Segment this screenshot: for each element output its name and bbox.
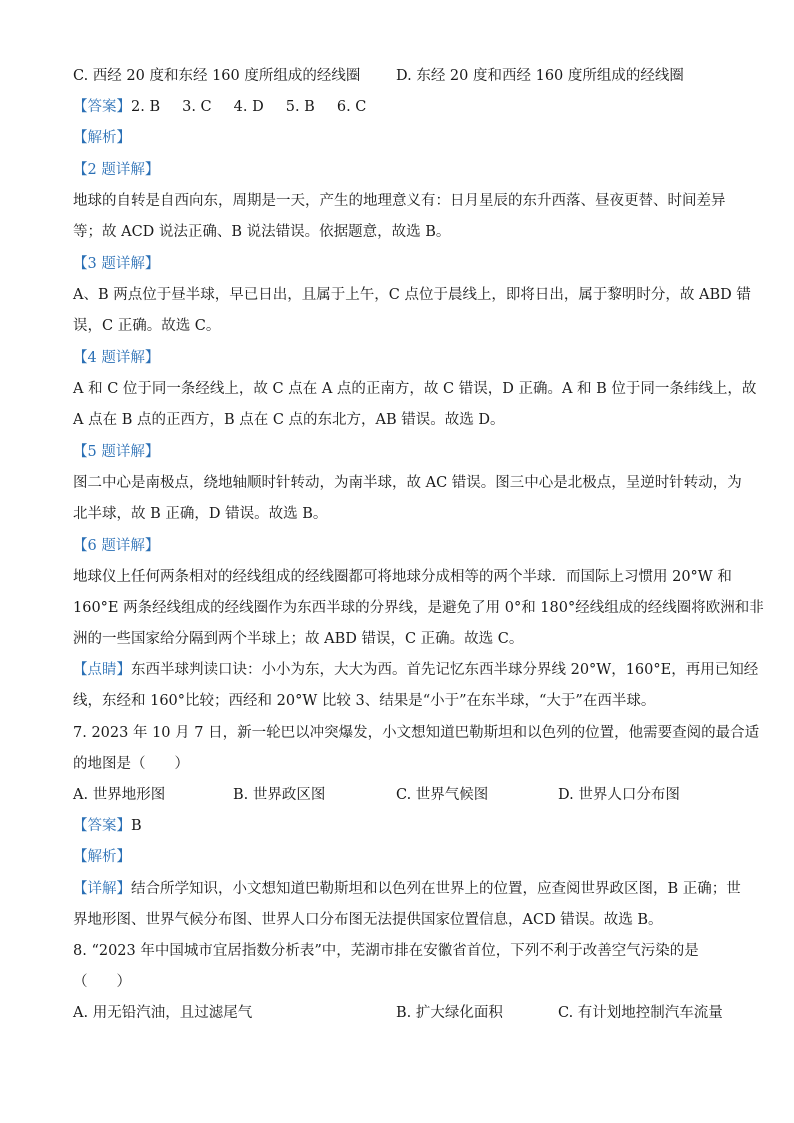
answer-item: 3. C	[182, 99, 212, 115]
q2-text-line: 等；故 ACD 说法正确、B 说法错误。依据题意，故选 B。	[73, 224, 451, 240]
tip-line-1	[73, 660, 759, 680]
tip-line-2: 线，东经和 160°比较；西经和 20°W 比较 3、结果是“小于”在东半球，“大于”在西半球。	[73, 693, 656, 709]
answer-tag: 【答案】	[73, 99, 131, 115]
q7-option-a: A. 世界地形图	[73, 787, 166, 803]
q7-option-b: B. 世界政区图	[233, 787, 326, 803]
q5-text-line: 图二中心是南极点，绕地轴顺时针转动，为南半球，故 AC 错误。图三中心是北极点，呈逆时针转动，为	[73, 475, 742, 491]
q7-answer	[73, 816, 723, 836]
q7-option-c: C. 世界气候图	[396, 787, 489, 803]
q7-analysis-heading: 【解析】	[73, 849, 131, 865]
detail-text: 结合所学知识，小文想知道巴勒斯坦和以色列在世界上的位置，应查阅世界政区图，B 正确；世	[131, 881, 741, 897]
q5-text-line: 北半球，故 B 正确，D 错误。故选 B。	[73, 506, 328, 522]
q6-heading: 【6 题详解】	[73, 538, 160, 554]
q5-heading: 【5 题详解】	[73, 444, 160, 460]
q7-detail-line-2: 界地形图、世界气候分布图、世界人口分布图无法提供国家位置信息，ACD 错误。故选 B。	[73, 912, 663, 928]
q2-heading: 【2 题详解】	[73, 162, 160, 178]
tip-text: 东西半球判读口诀：小小为东，大大为西。首先记忆东西半球分界线 20°W，160°E，再用已知经	[131, 662, 759, 678]
q3-text-line: 误，C 正确。故选 C。	[73, 318, 221, 334]
q8-stem-line: 8. “2023 年中国城市宜居指数分析表”中，芜湖市排在安徽省首位，下列不利于改善空气污染的是	[73, 943, 699, 959]
q4-text-line: A 点在 B 点的正西方，B 点在 C 点的东北方，AB 错误。故选 D。	[73, 412, 505, 428]
q7-detail-line-1	[73, 879, 741, 899]
detail-tag: 【详解】	[73, 881, 131, 897]
answer-item: 4. D	[233, 99, 264, 115]
q8-stem-line: （ ）	[73, 974, 131, 990]
q6-text-line: 160°E 两条经线组成的经线圈作为东西半球的分界线，是避免了用 0°和 180°经线组成的经线圈将欧洲和非	[73, 600, 764, 616]
q7-stem-line: 7. 2023 年 10 月 7 日，新一轮巴以冲突爆发，小文想知道巴勒斯坦和以色列的位置，他需要查阅的最合适	[73, 725, 760, 741]
q8-option-a: A. 用无铅汽油，且过滤尾气	[73, 1005, 253, 1021]
tip-tag: 【点睛】	[73, 662, 131, 678]
q6-text-line: 地球仪上任何两条相对的经线组成的经线圈都可将地球分成相等的两个半球．而国际上习惯用 20°W 和	[73, 569, 732, 585]
q1-option-d: D. 东经 20 度和西经 160 度所组成的经线圈	[396, 68, 684, 84]
q7-option-d: D. 世界人口分布图	[558, 787, 680, 803]
q3-text-line: A、B 两点位于昼半球，早已日出，且属于上午，C 点位于晨线上，即将日出，属于黎明时分，故 ABD 错	[73, 287, 751, 303]
q6-text-line: 洲的一些国家给分隔到两个半球上；故 ABD 错误，C 正确。故选 C。	[73, 631, 524, 647]
q3-heading: 【3 题详解】	[73, 256, 160, 272]
q4-text-line: A 和 C 位于同一条经线上，故 C 点在 A 点的正南方，故 C 错误，D 正确。A 和 B 位于同一条纬线上，故	[73, 381, 757, 397]
answer-item: 6. C	[336, 99, 367, 115]
q8-option-b: B. 扩大绿化面积	[396, 1005, 503, 1021]
q8-option-c: C. 有计划地控制汽车流量	[558, 1005, 723, 1021]
q7-stem-line: 的地图是（ ）	[73, 756, 189, 772]
answer-item: 2. B	[131, 99, 161, 115]
answer-block-1	[73, 97, 723, 117]
q4-heading: 【4 题详解】	[73, 350, 160, 366]
q1-options-row	[73, 66, 723, 86]
analysis-heading: 【解析】	[73, 130, 131, 146]
q7-options-row	[73, 785, 723, 805]
q8-options-row	[73, 1003, 723, 1023]
answer-tag: 【答案】	[73, 818, 131, 834]
answer-value: B	[131, 818, 142, 834]
q1-option-c: C. 西经 20 度和东经 160 度所组成的经线圈	[73, 68, 361, 84]
q2-text-line: 地球的自转是自西向东，周期是一天，产生的地理意义有：日月星辰的东升西落、昼夜更替、时间差异	[73, 193, 726, 209]
answer-item: 5. B	[285, 99, 315, 115]
